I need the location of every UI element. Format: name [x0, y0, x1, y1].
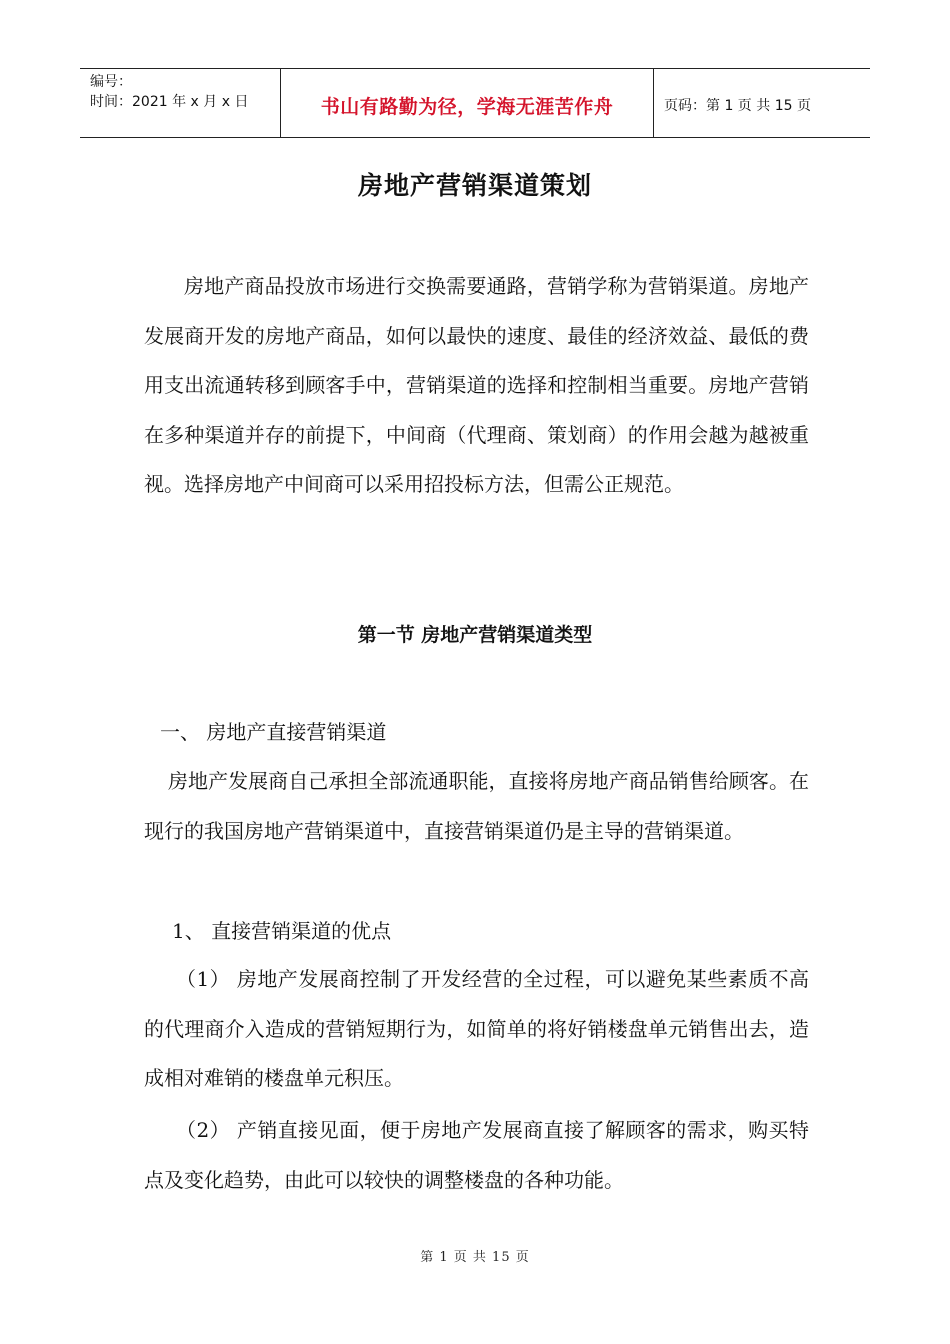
document-title: 房地产营销渠道策划 — [357, 171, 592, 200]
number-label: 编号： — [90, 74, 132, 90]
intro-paragraph: 房地产商品投放市场进行交换需要通路，营销学称为营销渠道。房地产发展商开发的房地产商品，如何以最快的速度、最佳的经济效益、最低的费用支出流通转移到顾客手中，营销渠道的选择和控制相当重要。房地产营销在多种渠道并存的前提下，中间商（代理商、策划商）的作用会越为越被重视。选择房地产中间商可以采用招投标方法，但需公正规范。 — [144, 274, 809, 497]
header-motto: 书山有路勤为径，学海无涯苦作舟 — [280, 69, 654, 137]
document-header — [80, 68, 870, 138]
subsection-paragraph: 房地产发展商自己承担全部流通职能，直接将房地产商品销售给顾客。在现行的我国房地产营销渠道中，直接营销渠道仍是主导的营销渠道。 — [144, 769, 809, 843]
list-item: （2） 产销直接见面，便于房地产发展商直接了解顾客的需求，购买特点及变化趋势，由此可以较快的调整楼盘的各种功能。 — [144, 1118, 809, 1192]
list-item: （1） 房地产发展商控制了开发经营的全过程，可以避免某些素质不高的代理商介入造成的营销短期行为，如简单的将好销楼盘单元销售出去，造成相对难销的楼盘单元积压。 — [144, 967, 809, 1091]
time-label: 时间：2021 年 x 月 x 日 — [90, 94, 249, 110]
header-meta — [80, 69, 280, 137]
section-title: 第一节 房地产营销渠道类型 — [357, 624, 593, 646]
point-heading: 1、 直接营销渠道的优点 — [172, 919, 392, 943]
subsection-heading: 一、 房地产直接营销渠道 — [160, 720, 387, 744]
header-page-info: 页码：第 1 页 共 15 页 — [664, 98, 811, 114]
page-footer: 第 1 页 共 15 页 — [420, 1250, 530, 1265]
